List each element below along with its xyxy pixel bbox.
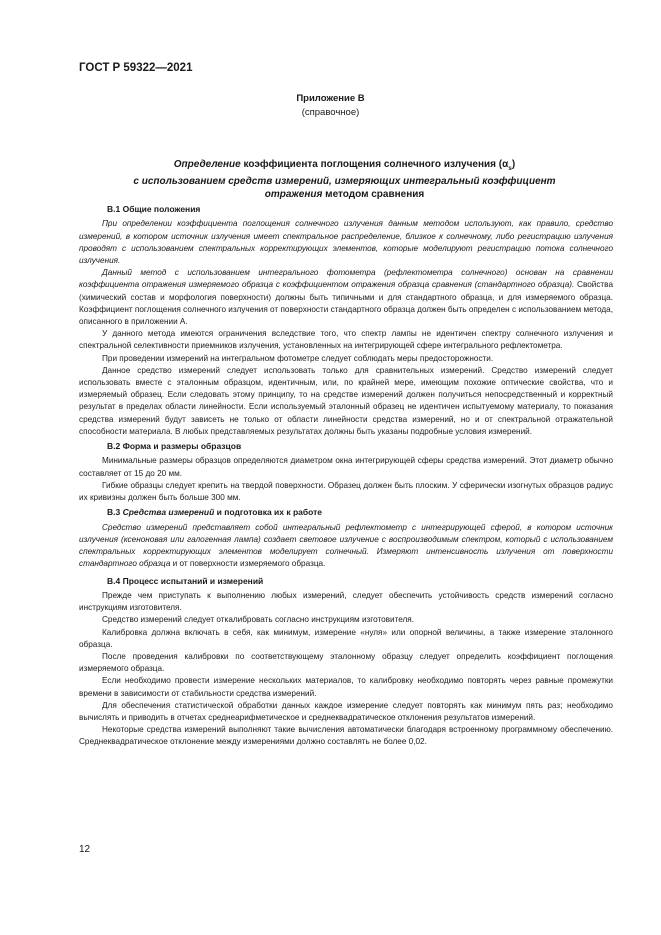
- paragraph-b3-1-italic: Средство измерений представляет собой интегральный рефлектометр с интегрирующей сферой, в котором источник излучения (ксеноновая или галогенная лампа) создает световое излучение с воспроизводимым спектром, который с использованием спектральных корректирующих элементов моделирует солнечный. Измеряют интенсивность излучения от поверхности стандартного образца: [79, 522, 613, 569]
- paragraph-b4-4: После проведения калибровки по соответствующему эталонному образцу следует определить коэффициент поглощения измеряемого образца.: [79, 651, 613, 674]
- title-line3-rest: методом сравнения: [322, 189, 425, 200]
- appendix-subtitle: (справочное): [301, 107, 360, 118]
- paragraph-b1-4: При проведении измерений на интегральном фотометре следует соблюдать меры предосторожности.: [102, 353, 494, 363]
- title-line3-italic: отражения: [264, 189, 323, 200]
- section-heading-b2: В.2 Форма и размеры образцов: [107, 441, 242, 452]
- title-line-3: [79, 188, 610, 201]
- paragraph-b3-1-rest: и от поверхности измеряемого образца.: [170, 559, 326, 569]
- paragraph-b4-6: Для обеспечения статистической обработки данных каждое измерение следует повторять как минимум пять раз; необходимо вычислять и приводить в отчетах среднеарифметическое и среднеквадратическое отклонения результатов измерений.: [79, 700, 613, 722]
- appendix-title: Приложение В: [296, 93, 365, 104]
- paragraph-b3-1: [79, 522, 613, 571]
- paragraph-b1-2-rest: Свойства (химический состав и морфология поверхности) должны быть типичными и для стандартного образца, и для измеряемого образца. Коэффициент поглощения солнечного излучения от поверхности стандартного образца должен быть определен с использованием метода, описанного в приложении А.: [79, 280, 613, 327]
- section-b3-rest: и подготовка их к работе: [214, 507, 323, 518]
- paragraph-b4-3: Калибровка должна включать в себя, как минимум, измерение «нуля» или опорной величины, а также измерение эталонного образца.: [79, 627, 613, 649]
- document-body: [79, 203, 613, 749]
- section-b3-number: В.3: [107, 507, 123, 518]
- title-line1-end: ): [511, 159, 516, 170]
- section-heading-b1: В.1 Общие положения: [107, 204, 201, 214]
- paragraph-b1-1: При определении коэффициента поглощения солнечного излучения данным методом используют, как правило, средство измерений, в котором источник излучения имеет спектральное распределение, близкое к солнечному, либо регистрацию излучения проводят с использованием спектральных корректирующих элементов, которые моделируют регистрацию потока солнечного излучения.: [79, 219, 613, 266]
- paragraph-b4-2: Средство измерений следует откалибровать согласно инструкциям изготовителя.: [102, 615, 415, 625]
- paragraph-b2-1: Минимальные размеры образцов определяются диаметром окна интегрирующей сферы средства измерений. Этот диаметр обычно составляет от 15 до 20 мм.: [79, 456, 613, 478]
- section-heading-b4: В.4 Процесс испытаний и измерений: [107, 575, 264, 586]
- title-line-1: [79, 158, 610, 175]
- paragraph-b1-2-italic: Данный метод с использованием интегрального фотометра (рефлектометра солнечного) основан на сравнении коэффициента отражения измеряемого образца с коэффициентом отражения образца сравнения (стандартного образца).: [79, 268, 613, 290]
- paragraph-b1-5: Данное средство измерений следует использовать только для сравнительных измерений. Средство измерений следует использовать вместе с эталонным образцом, идентичным, или, по крайней мере, имеющим похожие оптические свойства, что и измеряемый образец. Если следовать этому принципу, то на средстве измерений должен получиться непосредственный и корректный результат в пределах области линейности. Если используемый эталонный образец не идентичен испытуемому материалу, то показания средства измерений будут зависеть не только от области линейности средства измерений, но и от спектральной отражательной способности материала. В любых представляемых результатах должны быть указаны подробные условия измерений.: [79, 365, 613, 436]
- title-line1-rest: коэффициента поглощения солнечного излучения (α: [240, 159, 509, 170]
- paragraph-b4-1: Прежде чем приступать к выполнению любых измерений, следует обеспечить устойчивость средств измерений согласно инструкциям изготовителя.: [79, 590, 613, 613]
- title-line1-italic: Определение: [173, 159, 241, 170]
- title-line1-sub: s: [508, 165, 512, 172]
- page-number: 12: [79, 844, 91, 855]
- appendix-main-title: [79, 158, 610, 201]
- paragraph-b1-3: У данного метода имеются ограничения вследствие того, что спектр лампы не идентичен спектру солнечного излучения и спектральной селективности приемников излучения, установленных на интегрирующей сфере интегрального рефлектометра.: [79, 329, 613, 351]
- paragraph-b4-7: Некоторые средства измерений выполняют такие вычисления автоматически благодаря встроенному программному обеспечению. Среднеквадратическое отклонение между измерениями должно составлять не более 0,02.: [79, 725, 613, 747]
- title-line2-italic: с использованием средств измерений, измеряющих интегральный коэффициент: [133, 176, 556, 187]
- section-b3-italic: Средства измерений: [122, 507, 215, 518]
- section-heading-b3: [107, 506, 613, 518]
- appendix-heading: [0, 92, 661, 120]
- paragraph-b4-5: Если необходимо провести измерение нескольких материалов, то калибровку необходимо повторять через равные промежутки времени в зависимости от стабильности средства измерений.: [79, 676, 613, 698]
- paragraph-b2-2: Гибкие образцы следует крепить на твердой поверхности. Образец должен быть плоским. У сферически изогнутых образцов радиус их кривизны должен быть больше 300 мм.: [79, 480, 613, 503]
- document-header: ГОСТ Р 59322—2021: [79, 62, 193, 74]
- title-line-2: [79, 175, 610, 188]
- paragraph-b1-2: [79, 267, 613, 328]
